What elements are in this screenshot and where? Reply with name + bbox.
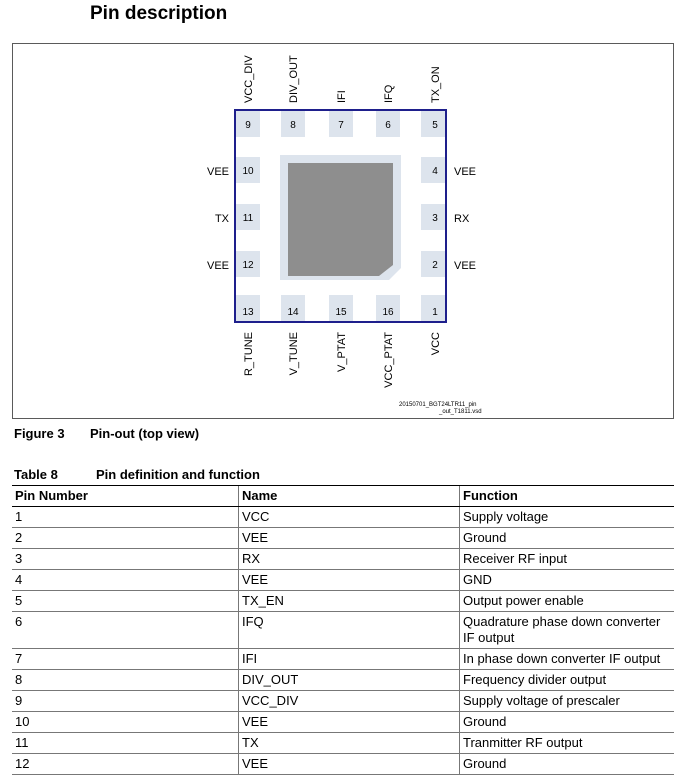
pin-number-7: 7	[338, 120, 344, 131]
pin-number-12: 12	[242, 260, 254, 271]
cell-pin: 11	[12, 733, 239, 754]
pin-name-7: IFI	[336, 90, 348, 103]
cell-name: VEE	[239, 712, 460, 733]
pin-name-9: VCC_DIV	[243, 55, 255, 103]
cell-pin: 12	[12, 754, 239, 775]
cell-function: Ground	[460, 712, 675, 733]
exposed-pad	[288, 163, 393, 276]
cell-function: GND	[460, 570, 675, 591]
table-row	[12, 591, 674, 612]
cell-name: VCC_DIV	[239, 691, 460, 712]
table-caption	[14, 467, 260, 482]
pin-name-6: IFQ	[383, 84, 395, 103]
section-heading: Pin description	[90, 3, 228, 24]
cell-pin: 3	[12, 549, 239, 570]
cell-pin: 1	[12, 507, 239, 528]
pin-number-3: 3	[432, 213, 438, 224]
cell-function: Ground	[460, 754, 675, 775]
table-title: Pin definition and function	[96, 467, 260, 482]
pin-number-6: 6	[385, 120, 391, 131]
cell-pin: 7	[12, 649, 239, 670]
cell-function: Receiver RF input	[460, 549, 675, 570]
cell-function: Tranmitter RF output	[460, 733, 675, 754]
table-row	[12, 754, 674, 775]
table-header-row	[12, 486, 674, 507]
pin-name-14: V_TUNE	[288, 332, 300, 376]
pin-name-10: VEE	[206, 166, 229, 178]
file-ref-line1: 20150701_BGT24LTR11_pin	[399, 402, 477, 408]
pin-name-11: TX	[214, 213, 229, 225]
table-row	[12, 612, 674, 649]
cell-name: IFI	[239, 649, 460, 670]
cell-pin: 8	[12, 670, 239, 691]
table-row	[12, 649, 674, 670]
pin-number-11: 11	[242, 213, 254, 224]
cell-pin: 4	[12, 570, 239, 591]
cell-name: RX	[239, 549, 460, 570]
pin-number-4: 4	[432, 166, 438, 177]
cell-name: TX	[239, 733, 460, 754]
cell-function: Quadrature phase down converter IF output	[460, 612, 675, 649]
cell-function: Supply voltage of prescaler	[460, 691, 675, 712]
cell-name: VEE	[239, 754, 460, 775]
file-ref-line2: _out_T1811.vsd	[439, 409, 482, 415]
cell-function: Frequency divider output	[460, 670, 675, 691]
pin-number-1: 1	[432, 307, 438, 318]
pin-name-15: V_PTAT	[336, 332, 348, 372]
figure-number: Figure 3	[14, 426, 65, 441]
pinout-diagram	[13, 44, 673, 418]
pin-number-13: 13	[242, 307, 254, 318]
table-row	[12, 549, 674, 570]
table-row	[12, 570, 674, 591]
cell-name: TX_EN	[239, 591, 460, 612]
table-row	[12, 507, 674, 528]
pin-number-14: 14	[287, 307, 299, 318]
cell-pin: 6	[12, 612, 239, 649]
cell-function: Ground	[460, 528, 675, 549]
pin-name-13: R_TUNE	[243, 332, 255, 377]
cell-pin: 9	[12, 691, 239, 712]
cell-pin: 5	[12, 591, 239, 612]
pin-name-3: RX	[454, 213, 470, 225]
pin-name-1: VCC	[430, 332, 442, 356]
pin-name-5: TX_ON	[430, 66, 442, 103]
table-row	[12, 670, 674, 691]
pin-number-10: 10	[242, 166, 254, 177]
table-row	[12, 528, 674, 549]
figure-caption-text: Pin-out (top view)	[90, 426, 200, 441]
table-row	[12, 712, 674, 733]
pin-number-16: 16	[382, 307, 394, 318]
cell-name: VEE	[239, 528, 460, 549]
cell-function: Output power enable	[460, 591, 675, 612]
cell-function: Supply voltage	[460, 507, 675, 528]
table-row	[12, 691, 674, 712]
cell-name: VCC	[239, 507, 460, 528]
pin-number-9: 9	[245, 120, 251, 131]
pin-number-8: 8	[290, 120, 296, 131]
header-pin-number: Pin Number	[12, 486, 239, 507]
pin-name-12: VEE	[206, 260, 229, 272]
cell-pin: 10	[12, 712, 239, 733]
header-name: Name	[239, 486, 460, 507]
cell-function: In phase down converter IF output	[460, 649, 675, 670]
cell-name: DIV_OUT	[239, 670, 460, 691]
pin-number-15: 15	[335, 307, 347, 318]
table-number: Table 8	[14, 467, 58, 482]
pin-name-8: DIV_OUT	[288, 55, 300, 103]
pin-name-4: VEE	[454, 166, 477, 178]
pin-name-16: VCC_PTAT	[383, 332, 395, 388]
cell-name: VEE	[239, 570, 460, 591]
pinout-figure	[12, 43, 674, 419]
cell-pin: 2	[12, 528, 239, 549]
pin-name-2: VEE	[454, 260, 477, 272]
header-function: Function	[460, 486, 675, 507]
figure-caption	[14, 426, 199, 441]
pin-number-5: 5	[432, 120, 438, 131]
table-row	[12, 733, 674, 754]
pin-number-2: 2	[432, 260, 438, 271]
cell-name: IFQ	[239, 612, 460, 649]
pin-definition-table	[12, 485, 674, 775]
